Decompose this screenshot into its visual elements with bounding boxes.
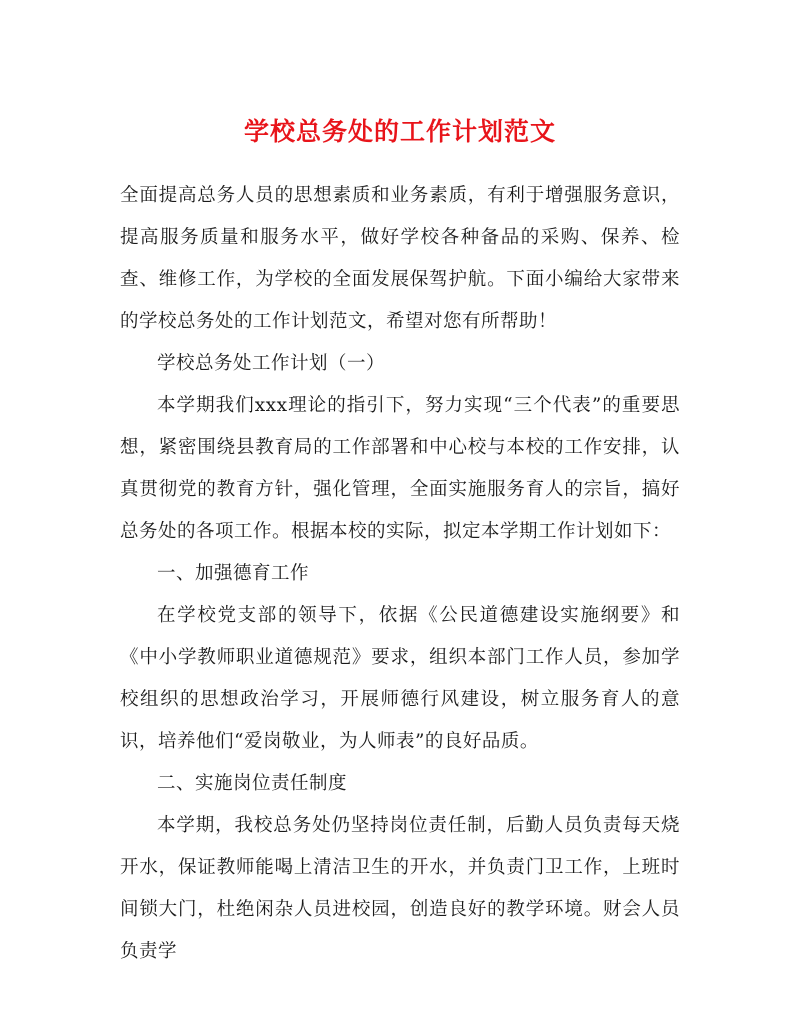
section-heading-plan-one: 学校总务处工作计划（一） bbox=[157, 353, 386, 374]
body-paragraph: 本学期我们xxx理论的指引下，努力实现“三个代表”的重要思想，紧密围绕县教育局的工作部署和中心校与本校的工作安排，认真贯彻党的教育方针，强化管理，全面实施服务育人的宗旨，搞好总务处的各项工作。根据本校的实际，拟定本学期工作计划如下： bbox=[120, 395, 680, 542]
document-title: 学校总务处的工作计划范文 bbox=[243, 117, 556, 146]
document-body bbox=[120, 175, 680, 973]
section-heading-responsibility-system: 二、实施岗位责任制度 bbox=[157, 773, 348, 794]
body-paragraph: 在学校党支部的领导下，依据《公民道德建设实施纲要》和《中小学教师职业道德规范》要求，组织本部门工作人员，参加学校组织的思想政治学习，开展师德行风建设，树立服务育人的意识，培养他们“爱岗敬业，为人师表”的良好品质。 bbox=[120, 605, 680, 752]
body-paragraph: 本学期，我校总务处仍坚持岗位责任制，后勤人员负责每天烧开水，保证教师能喝上清洁卫生的开水，并负责门卫工作，上班时间锁大门，杜绝闲杂人员进校园，创造良好的教学环境。财会人员负责学 bbox=[120, 815, 680, 962]
section-heading-moral-education: 一、加强德育工作 bbox=[157, 563, 310, 584]
intro-paragraph: 全面提高总务人员的思想素质和业务素质，有利于增强服务意识，提高服务质量和服务水平，做好学校各种备品的采购、保养、检查、维修工作，为学校的全面发展保驾护航。下面小编给大家带来的学校总务处的工作计划范文，希望对您有所帮助！ bbox=[120, 185, 680, 332]
